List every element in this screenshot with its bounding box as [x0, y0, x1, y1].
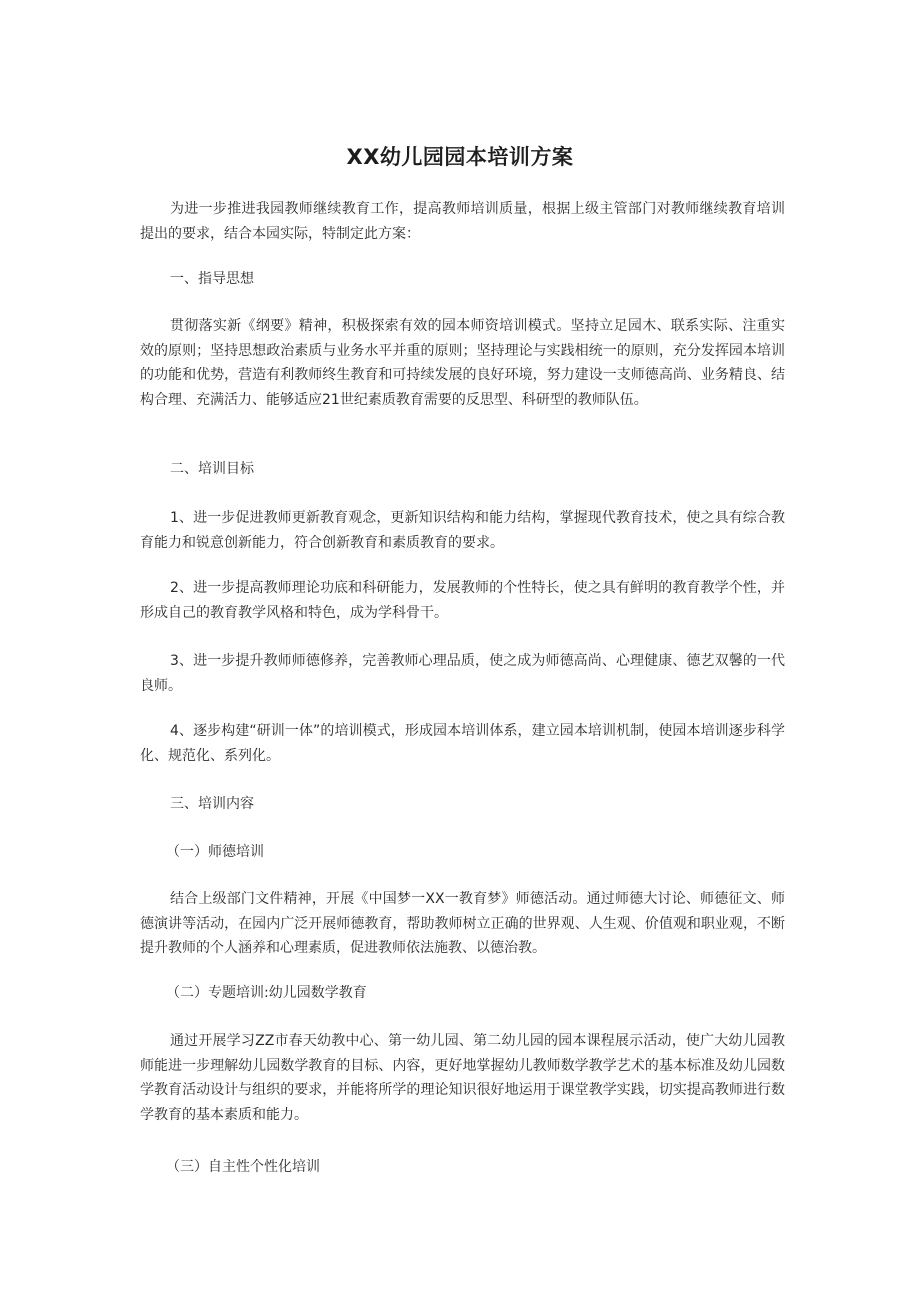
subsection-2-paragraph: 通过开展学习ZZ市春天幼教中心、第一幼儿园、第二幼儿园的园本课程展示活动，使广大幼儿园教师能进一步理解幼儿园数学教育的目标、内容，更好地掌握幼儿教师数学教学艺术的基本标准及幼儿园数学教育活动设计与组织的要求，并能将所学的理论知识很好地运用于课堂教学实践，切实提高教师进行数学教育的基本素质和能力。: [140, 1033, 785, 1123]
document-title: XX幼儿园园本培训方案: [346, 145, 574, 169]
section-3-heading: 三、培训内容: [170, 796, 254, 812]
goal-item-1: 1、进一步促进教师更新教育观念，更新知识结构和能力结构，掌握现代教育技术，使之具有综合教育能力和锐意创新能力，符合创新教育和素质教育的要求。: [140, 510, 785, 551]
subsection-1-heading: （一）师德培训: [166, 844, 264, 860]
goal-item-2: 2、进一步提高教师理论功底和科研能力，发展教师的个性特长，使之具有鲜明的教育教学个性，并形成自己的教育教学风格和特色，成为学科骨干。: [140, 580, 785, 621]
subsection-1-paragraph: 结合上级部门文件精神，开展《中国梦一XX一教育梦》师德活动。通过师德大讨论、师德征文、师德演讲等活动，在园内广泛开展师德教育，帮助教师树立正确的世界观、人生观、价值观和职业观，不断提升教师的个人涵养和心理素质，促进教师依法施教、以德治教。: [140, 891, 785, 957]
section-2-heading: 二、培训目标: [170, 461, 254, 477]
goal-item-4: 4、逐步构建“研训一体”的培训模式，形成园本培训体系，建立园本培训机制，使园本培训逐步科学化、规范化、系列化。: [140, 723, 785, 764]
subsection-2-heading: （二）专题培训:幼儿园数学教育: [166, 985, 367, 1001]
section-1-paragraph: 贯彻落实新《纲要》精神，积极探索有效的园本师资培训模式。坚持立足园木、联系实际、注重实效的原则；坚持思想政治素质与业务水平并重的原则；坚持理论与实践相统一的原则，充分发挥园本培训的功能和优势，营造有利教师终生教育和可持续发展的良好环境，努力建设一支师德高尚、业务精良、结构合理、充满活力、能够适应21世纪素质教育需要的反思型、科研型的教师队伍。: [140, 318, 785, 408]
subsection-3-heading: （三）自主性个性化培训: [166, 1159, 320, 1175]
goal-item-3: 3、进一步提升教师师德修养，完善教师心理品质，使之成为师德高尚、心理健康、德艺双馨的一代良师。: [140, 653, 785, 694]
intro-paragraph: 为进一步推进我园教师继续教育工作，提高教师培训质量，根据上级主管部门对教师继续教育培训提出的要求，结合本园实际，特制定此方案：: [140, 201, 785, 242]
section-1-heading: 一、指导思想: [170, 271, 254, 287]
